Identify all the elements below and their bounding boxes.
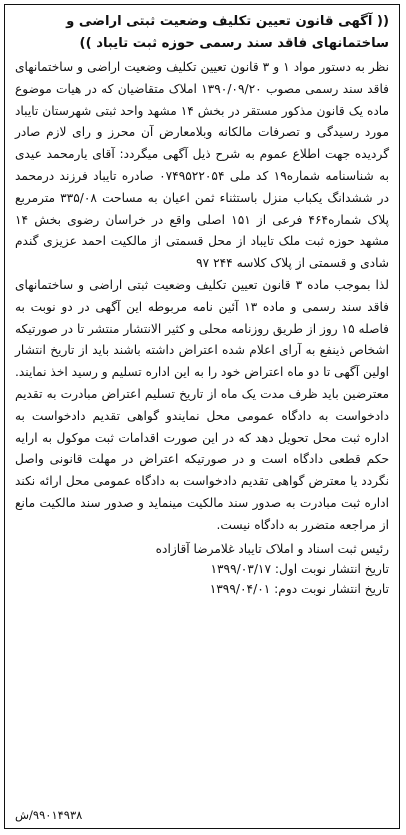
signature-block — [15, 539, 389, 599]
signatory: رئیس ثبت اسناد و املاک تایباد غلامرضا آقازاده — [155, 541, 389, 556]
notice-paragraph-2: لذا بموجب ماده ۳ قانون تعیین تکلیف وضعیت ثبتی اراضی و ساختمانهای فاقد سند رسمی و ماده ۱۳ آئین نامه مربوطه این آگهی در دو نوبت به فاصله ۱۵ روز از طریق روزنامه محلی و کثیر الانتشار منتشر تا در صورتیکه اشخاص ذینفع به آرای اعلام شده اعتراض داشته باشند باید از تاریخ انتشار اولین آگهی تا دو ماه اعتراض خود را به این اداره تسلیم و رسید اخذ نمایند. معترضین باید ظرف مدت یک ماه از تاریخ تسلیم اعتراض مبادرت به تقدیم دادخواست به دادگاه عمومی محل نمایندو گواهی تقدیم دادخواست به اداره ثبت محل تحویل دهد که در این صورت اقدامات ثبت موکول به ارایه حکم قطعی دادگاه است و در صورتیکه اعتراض در مهلت قانونی واصل نگردد یا معترض گواهی تقدیم دادخواست به دادگاه عمومی محل ارائه نکند اداره ثبت مبادرت به صدور سند مالکیت مینماید و صدور سند مالکیت مانع از مراجعه متضرر به دادگاه نیست. — [15, 277, 390, 532]
notice-title-line-1: (( آگهی قانون تعیین تکلیف وضعیت ثبتی اراضی و — [66, 14, 389, 29]
notice-title — [15, 11, 389, 55]
notice-body — [15, 57, 389, 537]
notice-paragraph-1: نظر به دستور مواد ۱ و ۳ قانون تعیین تکلیف وضعیت اراضی و ساختمانهای فاقد سند رسمی مصوب ۱۳۹۰/۰۹/۲۰ املاک متقاضیان که در هیات موضوع ماده یک قانون مذکور مستقر در بخش ۱۴ مشهد واحد ثبتی شهرستان تایباد مورد رسیدگی و تصرفات مالکانه وبلامعارض آن محرز و رای لازم صادر گردیده جهت اطلاع عموم به شرح ذیل آگهی میگردد: آقای یارمحمد عیدی به شناسنامه شماره۱۹ کد ملی ۰۷۴۹۵۲۲۰۵۴ صادره تایباد فرزند درمحمد در ششدانگ یکباب منزل باستثناء ثمن اعیان به مساحت ۳۳۵/۰۸ مترمربع پلاک شماره۴۶۴ فرعی از ۱۵۱ اصلی واقع در خراسان رضوی بخش ۱۴ مشهد حوزه ثبت ملک تایباد از محل قسمتی از مالکیت احمد عزیزی گندم شادی و قسمتی از پلاک کلاسه ۲۴۴ ۹۷ — [15, 60, 390, 271]
second-publish-date: تاریخ انتشار نوبت دوم: ۱۳۹۹/۰۴/۰۱ — [209, 581, 389, 596]
legal-notice — [4, 4, 400, 829]
notice-title-line-2: ساختمانهای فاقد سند رسمی حوزه ثبت تایباد )) — [79, 36, 389, 51]
reference-number: ۹۹۰۱۴۹۳۸/ش — [15, 808, 83, 822]
first-publish-date: تاریخ انتشار نوبت اول: ۱۳۹۹/۰۳/۱۷ — [210, 561, 389, 576]
